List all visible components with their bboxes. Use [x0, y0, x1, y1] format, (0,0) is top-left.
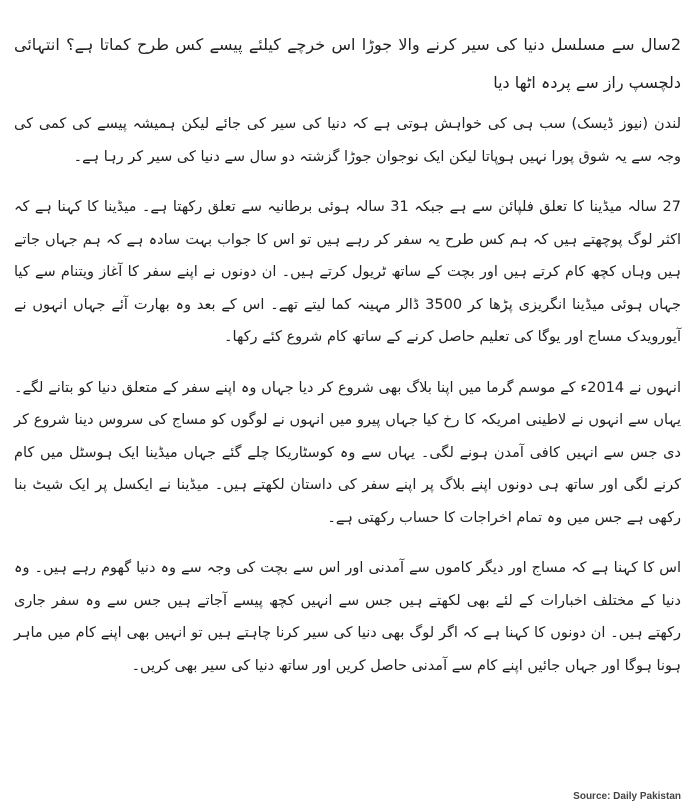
article-paragraph: 27 سالہ میڈینا کا تعلق فلپائن سے ہے جبکہ 31 سالہ ہوئی برطانیہ سے تعلق رکھتا ہے۔ میڈینا کا کہنا ہے کہ اکثر لوگ پوچھتے ہیں کہ ہم کس طرح یہ سفر کر رہے ہیں تو اس کا جواب بہت سادہ ہے کہ ہم جہاں جاتے ہیں وہاں کچھ کام کرتے ہیں اور بچت کے ساتھ ٹریول کرتے ہیں۔ ان دونوں نے اپنے سفر کا آغاز ویتنام سے کیا جہاں ہوئی میڈینا انگریزی پڑھا کر 3500 ڈالر مہینہ کما لیتے تھے۔ اس کے بعد وہ بھارت آئے جہاں انہوں نے آیورویدک مساج اور یوگا کی تعلیم حاصل کرنے کے ساتھ کام شروع کئے رکھا۔ — [14, 199, 681, 345]
article-paragraph: اس کا کہنا ہے کہ مساج اور دیگر کاموں سے آمدنی اور اس سے بچت کی وجہ سے وہ دنیا گھوم رہے ہیں۔ وہ دنیا کے مختلف اخبارات کے لئے بھی لکھتے ہیں جس سے انہیں کچھ پیسے آجاتے ہیں جس سے وہ سفر جاری رکھتے ہیں۔ ان دونوں کا کہنا ہے کہ اگر لوگ بھی دنیا کی سیر کرنا چاہتے ہیں تو انہیں بھی اپنے کام میں ماہر ہونا ہوگا اور جہاں جائیں اپنے کام سے آمدنی حاصل کریں اور ساتھ دنیا کی سیر بھی کریں۔ — [14, 560, 681, 674]
source-credit: Source: Daily Pakistan — [573, 791, 681, 802]
article-paragraph: لندن (نیوز ڈیسک) سب ہی کی خواہش ہوتی ہے کہ دنیا کی سیر کی جائے لیکن ہمیشہ پیسے کی کمی کی وجہ سے یہ شوق پورا نہیں ہوپاتا لیکن ایک نوجوان جوڑا گزشتہ دو سال سے دنیا کی سیر کر رہا ہے۔ — [14, 116, 681, 165]
article — [14, 26, 681, 700]
article-paragraph: انہوں نے 2014ء کے موسم گرما میں اپنا بلاگ بھی شروع کر دیا جہاں وہ اپنے سفر کے متعلق دنیا کو بتانے لگے۔ یہاں سے انہوں نے لاطینی امریکہ کا رخ کیا جہاں پیرو میں انہوں نے لوگوں کو مساج کی سروس دینا شروع کر دی جس سے انہیں کافی آمدن ہونے لگی۔ یہاں سے وہ کوسٹاریکا چلے گئے جہاں میڈینا ایک ہوسٹل میں کام کرنے لگی اور ساتھ ہی دونوں اپنے بلاگ پر اپنے سفر کی داستان لکھتے ہیں۔ میڈینا نے ایکسل پر ایک شیٹ بنا رکھی ہے جس میں وہ تمام اخراجات کا حساب رکھتی ہے۔ — [14, 379, 681, 526]
article-headline: 2سال سے مسلسل دنیا کی سیر کرنے والا جوڑا اس خرچے کیلئے پیسے کس طرح کماتا ہے؟ انتہائی دلچسپ راز سے پردہ اٹھا دیا — [14, 35, 681, 92]
